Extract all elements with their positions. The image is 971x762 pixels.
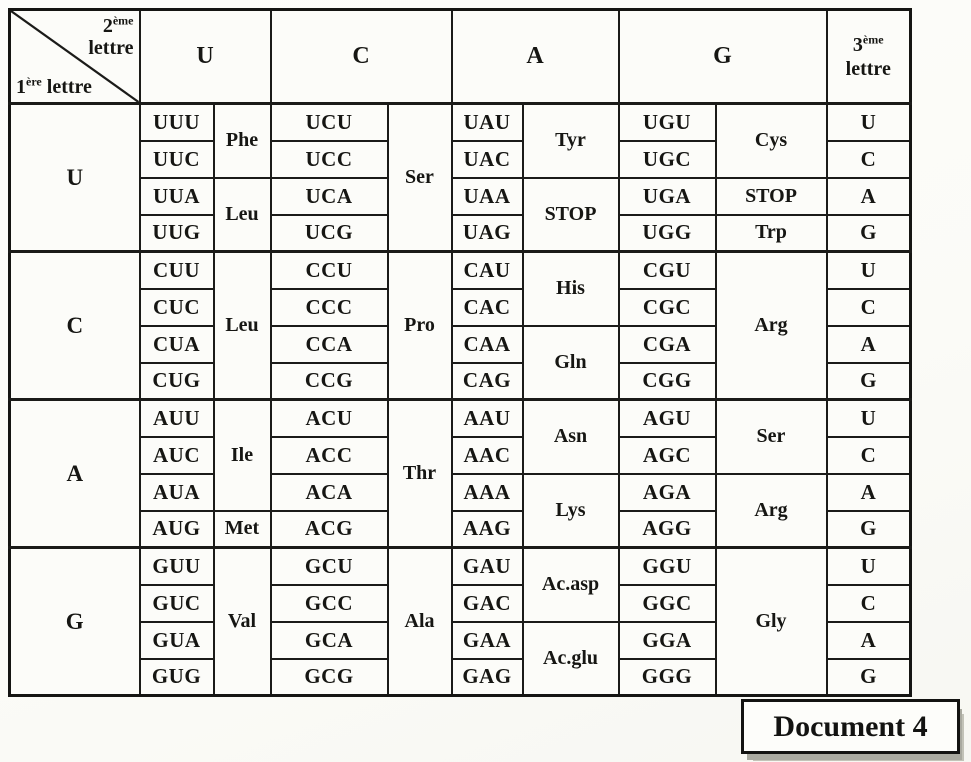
codon-cell: CUU bbox=[140, 252, 214, 289]
codon-cell: UUG bbox=[140, 215, 214, 252]
codon-cell: CCA bbox=[271, 326, 388, 363]
codon-cell: AAU bbox=[452, 400, 523, 437]
header-row bbox=[10, 10, 911, 104]
amino-acid-cell: STOP bbox=[523, 178, 619, 252]
codon-row bbox=[10, 400, 911, 437]
amino-acid-cell: Ile bbox=[214, 400, 271, 511]
third-letter-cell: A bbox=[827, 474, 911, 511]
codon-row bbox=[10, 474, 911, 511]
codon-cell: GGU bbox=[619, 548, 716, 585]
codon-cell: UAU bbox=[452, 104, 523, 141]
codon-cell: AAA bbox=[452, 474, 523, 511]
second-letter-header-g: G bbox=[619, 10, 827, 104]
codon-cell: CGU bbox=[619, 252, 716, 289]
codon-cell: GUU bbox=[140, 548, 214, 585]
third-letter-cell: U bbox=[827, 104, 911, 141]
codon-cell: GCC bbox=[271, 585, 388, 622]
third-letter-cell: A bbox=[827, 326, 911, 363]
codon-cell: GCU bbox=[271, 548, 388, 585]
codon-cell: AUG bbox=[140, 511, 214, 548]
document-badge bbox=[741, 699, 960, 754]
amino-acid-cell: Ser bbox=[388, 104, 452, 252]
codon-cell: UCG bbox=[271, 215, 388, 252]
codon-cell: CAA bbox=[452, 326, 523, 363]
codon-row bbox=[10, 215, 911, 252]
codon-cell: ACA bbox=[271, 474, 388, 511]
codon-cell: UAC bbox=[452, 141, 523, 178]
codon-cell: AGG bbox=[619, 511, 716, 548]
codon-table-body bbox=[10, 104, 911, 696]
codon-cell: CGC bbox=[619, 289, 716, 326]
genetic-code-table bbox=[8, 8, 912, 697]
codon-cell: AUU bbox=[140, 400, 214, 437]
third-letter-header: 3ème lettre bbox=[827, 10, 911, 104]
amino-acid-cell: Leu bbox=[214, 178, 271, 252]
codon-cell: CCU bbox=[271, 252, 388, 289]
codon-cell: ACC bbox=[271, 437, 388, 474]
second-letter-header-u: U bbox=[140, 10, 271, 104]
codon-cell: ACU bbox=[271, 400, 388, 437]
second-letter-header-a: A bbox=[452, 10, 619, 104]
codon-cell: AGA bbox=[619, 474, 716, 511]
third-letter-cell: U bbox=[827, 252, 911, 289]
codon-cell: AGC bbox=[619, 437, 716, 474]
codon-cell: UGA bbox=[619, 178, 716, 215]
first-letter-axis-label: 1ère lettre bbox=[16, 73, 92, 98]
codon-cell: GAU bbox=[452, 548, 523, 585]
codon-row bbox=[10, 178, 911, 215]
codon-row bbox=[10, 548, 911, 585]
third-letter-cell: G bbox=[827, 215, 911, 252]
amino-acid-cell: Leu bbox=[214, 252, 271, 400]
codon-cell: UUA bbox=[140, 178, 214, 215]
amino-acid-cell: Pro bbox=[388, 252, 452, 400]
codon-row bbox=[10, 104, 911, 141]
third-letter-cell: A bbox=[827, 178, 911, 215]
corner-header-cell bbox=[10, 10, 140, 104]
amino-acid-cell: Ac.asp bbox=[523, 548, 619, 622]
codon-cell: GGG bbox=[619, 659, 716, 696]
codon-cell: GUG bbox=[140, 659, 214, 696]
codon-cell: UGU bbox=[619, 104, 716, 141]
third-letter-cell: G bbox=[827, 363, 911, 400]
amino-acid-cell: Arg bbox=[716, 474, 827, 548]
codon-cell: AGU bbox=[619, 400, 716, 437]
codon-cell: CAC bbox=[452, 289, 523, 326]
codon-cell: UUC bbox=[140, 141, 214, 178]
codon-cell: CGG bbox=[619, 363, 716, 400]
codon-cell: CUC bbox=[140, 289, 214, 326]
codon-cell: AUC bbox=[140, 437, 214, 474]
codon-cell: UCU bbox=[271, 104, 388, 141]
second-letter-header-c: C bbox=[271, 10, 452, 104]
amino-acid-cell: His bbox=[523, 252, 619, 326]
first-letter-cell: G bbox=[10, 548, 140, 696]
amino-acid-cell: Gln bbox=[523, 326, 619, 400]
amino-acid-cell: Trp bbox=[716, 215, 827, 252]
codon-cell: AAG bbox=[452, 511, 523, 548]
third-letter-cell: G bbox=[827, 659, 911, 696]
amino-acid-cell: Lys bbox=[523, 474, 619, 548]
third-letter-cell: G bbox=[827, 511, 911, 548]
first-letter-cell: C bbox=[10, 252, 140, 400]
amino-acid-cell: Tyr bbox=[523, 104, 619, 178]
codon-cell: GAA bbox=[452, 622, 523, 659]
codon-cell: CAG bbox=[452, 363, 523, 400]
amino-acid-cell: Val bbox=[214, 548, 271, 696]
codon-cell: ACG bbox=[271, 511, 388, 548]
codon-cell: UAA bbox=[452, 178, 523, 215]
codon-cell: GCA bbox=[271, 622, 388, 659]
codon-cell: GAG bbox=[452, 659, 523, 696]
codon-cell: AAC bbox=[452, 437, 523, 474]
amino-acid-cell: STOP bbox=[716, 178, 827, 215]
codon-cell: GUA bbox=[140, 622, 214, 659]
codon-cell: GGC bbox=[619, 585, 716, 622]
amino-acid-cell: Asn bbox=[523, 400, 619, 474]
codon-cell: CUG bbox=[140, 363, 214, 400]
amino-acid-cell: Gly bbox=[716, 548, 827, 696]
third-letter-cell: C bbox=[827, 437, 911, 474]
codon-cell: AUA bbox=[140, 474, 214, 511]
amino-acid-cell: Met bbox=[214, 511, 271, 548]
codon-cell: CCG bbox=[271, 363, 388, 400]
amino-acid-cell: Cys bbox=[716, 104, 827, 178]
codon-cell: UGC bbox=[619, 141, 716, 178]
amino-acid-cell: Thr bbox=[388, 400, 452, 548]
document-badge-label: Document 4 bbox=[773, 709, 928, 743]
amino-acid-cell: Ser bbox=[716, 400, 827, 474]
third-letter-cell: A bbox=[827, 622, 911, 659]
third-letter-cell: U bbox=[827, 400, 911, 437]
codon-row bbox=[10, 252, 911, 289]
third-letter-cell: U bbox=[827, 548, 911, 585]
codon-cell: UGG bbox=[619, 215, 716, 252]
third-letter-cell: C bbox=[827, 289, 911, 326]
amino-acid-cell: Arg bbox=[716, 252, 827, 400]
third-letter-cell: C bbox=[827, 141, 911, 178]
first-letter-cell: A bbox=[10, 400, 140, 548]
codon-cell: UCC bbox=[271, 141, 388, 178]
codon-cell: CUA bbox=[140, 326, 214, 363]
amino-acid-cell: Phe bbox=[214, 104, 271, 178]
codon-cell: CCC bbox=[271, 289, 388, 326]
codon-cell: GUC bbox=[140, 585, 214, 622]
codon-cell: UCA bbox=[271, 178, 388, 215]
codon-cell: GAC bbox=[452, 585, 523, 622]
codon-cell: CGA bbox=[619, 326, 716, 363]
amino-acid-cell: Ala bbox=[388, 548, 452, 696]
third-letter-cell: C bbox=[827, 585, 911, 622]
codon-cell: UAG bbox=[452, 215, 523, 252]
codon-cell: GGA bbox=[619, 622, 716, 659]
codon-cell: UUU bbox=[140, 104, 214, 141]
amino-acid-cell: Ac.glu bbox=[523, 622, 619, 696]
codon-cell: CAU bbox=[452, 252, 523, 289]
second-letter-axis-label: 2ème lettre bbox=[88, 13, 134, 60]
codon-cell: GCG bbox=[271, 659, 388, 696]
first-letter-cell: U bbox=[10, 104, 140, 252]
